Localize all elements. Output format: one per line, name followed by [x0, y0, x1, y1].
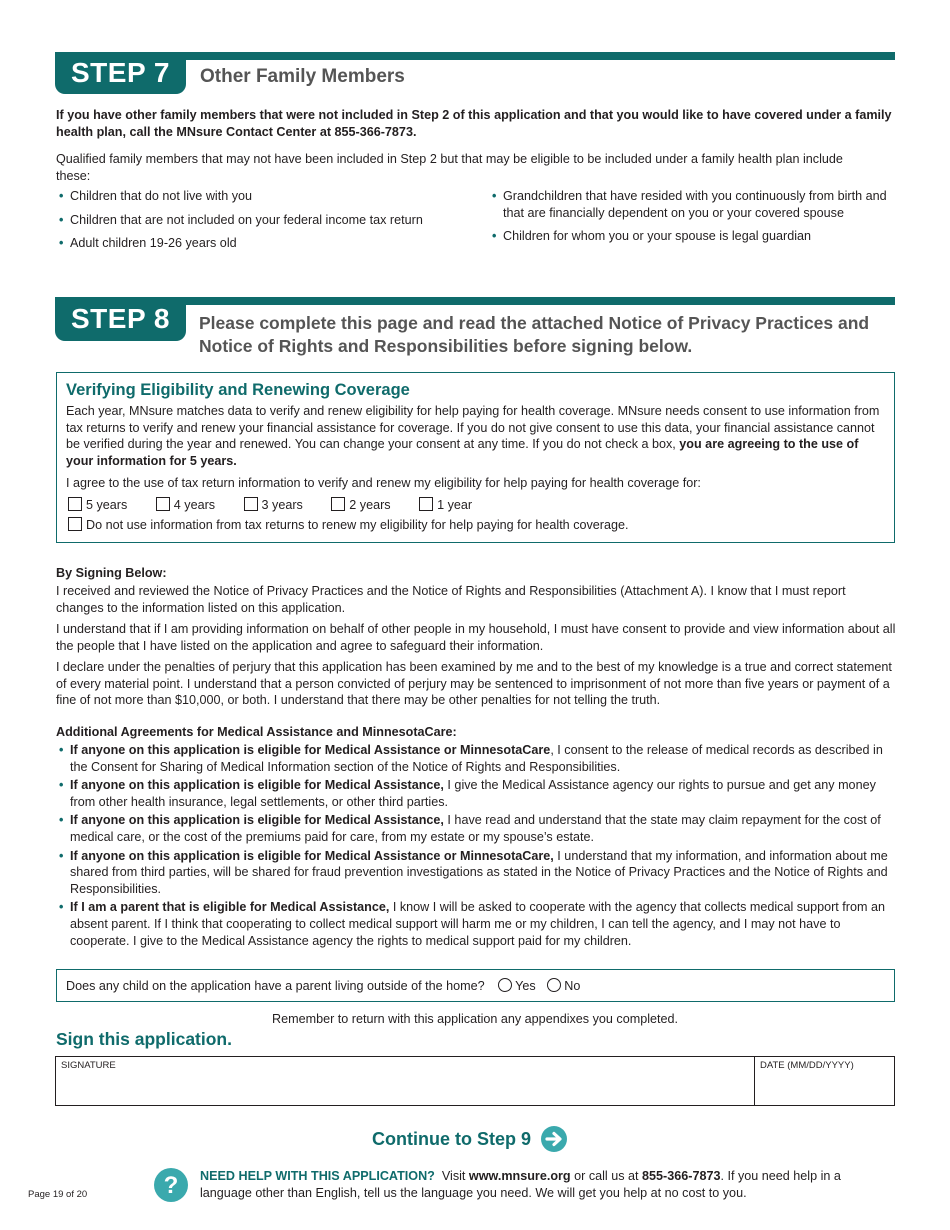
help-text: NEED HELP WITH THIS APPLICATION? Visit www.mnsure.org or call us at 855-366-7873. If you need help in a language other than English, tell us the language you need. We will get you help at no cost to you.: [200, 1169, 841, 1200]
list-item: • Adult children 19-26 years old: [56, 235, 486, 252]
page-number: Page 19 of 20: [28, 1189, 88, 1200]
signature-field[interactable]: [56, 1057, 755, 1105]
step7-intro: If you have other family members that were not included in Step 2 of this application and that you would like to have covered under a family health plan, call the MNsure Contact Center at 855-366-7873.: [56, 108, 892, 139]
radio[interactable]: [498, 978, 512, 992]
step7-right-list: [489, 188, 889, 245]
verify-eligibility-box: [56, 372, 895, 543]
step7-title: Other Family Members: [200, 66, 405, 87]
date-field[interactable]: [755, 1057, 894, 1105]
list-item: • If anyone on this application is eligible for Medical Assistance, I give the Medical Assistance agency our rights to pursue and get any money from other health insurance, legal settlements, or other third parties.: [56, 777, 896, 810]
verify-body: Each year, MNsure matches data to verify and renew eligibility for help paying for health coverage. MNsure needs consent to use information from tax returns to verify and renew your financial assistance for coverage. If you do not give consent to use this data, your financial assistance cannot be verified during the year and renewed. You can change your consent at any time. If you do not check a box, you are agreeing to the use of your information for 5 years.: [66, 404, 880, 468]
verify-heading: Verifying Eligibility and Renewing Coverage: [66, 381, 410, 399]
option-opt-out[interactable]: Do not use information from tax returns to renew my eligibility for help paying for health coverage.: [68, 517, 629, 532]
question-text: Does any child on the application have a parent living outside of the home?: [66, 979, 485, 993]
parent-question: [66, 978, 580, 995]
list-item: • Children that do not live with you: [56, 188, 486, 205]
no-radio[interactable]: No: [547, 979, 580, 993]
list-item: • If anyone on this application is eligible for Medical Assistance, I have read and understand that the state may claim repayment for the cost of medical care, or the cost of the premiums paid for care, from my estate or my spouse’s estate.: [56, 812, 896, 845]
appendix-reminder: Remember to return with this application any appendixes you completed.: [271, 1012, 679, 1026]
step7-qualified-text: Qualified family members that may not have been included in Step 2 but that may be eligible to be included under a family health plan include these:: [56, 152, 843, 183]
list-item: • If anyone on this application is eligible for Medical Assistance or MinnesotaCare, I understand that my information, and information about me shared from third parties, will be shared for fraud prevention investigations as stated in the Notice of Privacy Practices and the Notice of Rights and Responsibilities.: [56, 848, 896, 898]
list-item: • If I am a parent that is eligible for Medical Assistance, I know I will be asked to cooperate with the agency that collects medical support from an absent parent. If I think that cooperating to collect medical support will harm me or my children, I can tell the agency, and I may not have to cooperate. I give to the Medical Assistance agency the rights to medical support paid for my children.: [56, 899, 896, 949]
svg-text:?: ?: [163, 1172, 179, 1199]
radio[interactable]: [547, 978, 561, 992]
continue-button[interactable]: [372, 1124, 568, 1154]
date-label: DATE (MM/DD/YYYY): [760, 1060, 854, 1071]
verify-agree-text: I agree to the use of tax return information to verify and renew my eligibility for help paying for health coverage for:: [66, 476, 701, 490]
continue-label: Continue to Step 9: [372, 1128, 531, 1149]
help-question-icon: [154, 1168, 188, 1202]
checkbox[interactable]: [244, 497, 258, 511]
option-2-years[interactable]: 2 years: [331, 497, 390, 512]
option-3-years[interactable]: 3 years: [244, 497, 303, 512]
checkbox[interactable]: [419, 497, 433, 511]
yes-radio[interactable]: Yes: [498, 979, 536, 993]
step7-badge: STEP 7: [55, 52, 186, 94]
step7-left-list: [56, 188, 486, 252]
list-item: • Children that are not included on your federal income tax return: [56, 212, 486, 229]
list-item: • If anyone on this application is eligible for Medical Assistance or MinnesotaCare, I consent to the release of medical records as described in the Consent for Sharing of Medical Information section of the Notice of Rights and Responsibilities.: [56, 742, 896, 775]
step8-title: Please complete this page and read the attached Notice of Privacy Practices and Notice of Rights and Responsibilities before signing below.: [199, 313, 870, 356]
sign-heading: Sign this application.: [56, 1029, 232, 1049]
list-item: • Children for whom you or your spouse is legal guardian: [489, 228, 889, 245]
option-1-year[interactable]: 1 year: [419, 497, 472, 512]
signature-label: SIGNATURE: [61, 1060, 116, 1071]
checkbox[interactable]: [156, 497, 170, 511]
signing-p2: I understand that if I am providing information on behalf of other people in my household, I must have consent to provide and view information about all the people that I have listed on the application and agree to safeguard their information.: [56, 622, 896, 653]
additional-heading: Additional Agreements for Medical Assistance and MinnesotaCare:: [56, 725, 457, 739]
additional-list: [56, 742, 896, 949]
step8-badge: STEP 8: [55, 297, 186, 341]
checkbox[interactable]: [331, 497, 345, 511]
option-4-years[interactable]: 4 years: [156, 497, 215, 512]
signature-box: [55, 1056, 895, 1106]
option-5-years[interactable]: 5 years: [68, 497, 127, 512]
checkbox[interactable]: [68, 497, 82, 511]
arrow-right-icon: [540, 1125, 568, 1153]
list-item: • Grandchildren that have resided with you continuously from birth and that are financially dependent on you or your covered spouse: [489, 188, 889, 221]
signing-heading: By Signing Below:: [56, 566, 167, 580]
checkbox[interactable]: [68, 517, 82, 531]
signing-p1: I received and reviewed the Notice of Privacy Practices and the Notice of Rights and Responsibilities (Attachment A). I know that I must report changes to the information listed on this application.: [56, 584, 846, 615]
years-options: [68, 496, 496, 514]
parent-question-box: [56, 969, 895, 1002]
signing-p3: I declare under the penalties of perjury that this application has been examined by me and to the best of my knowledge is a true and correct statement of every material point. I understand that a person convicted of perjury may be sentenced to imprisonment of not more than five years or payment of a fine of not more than $10,000, or both. I understand that there may be other penalties for not telling the truth.: [56, 660, 892, 708]
